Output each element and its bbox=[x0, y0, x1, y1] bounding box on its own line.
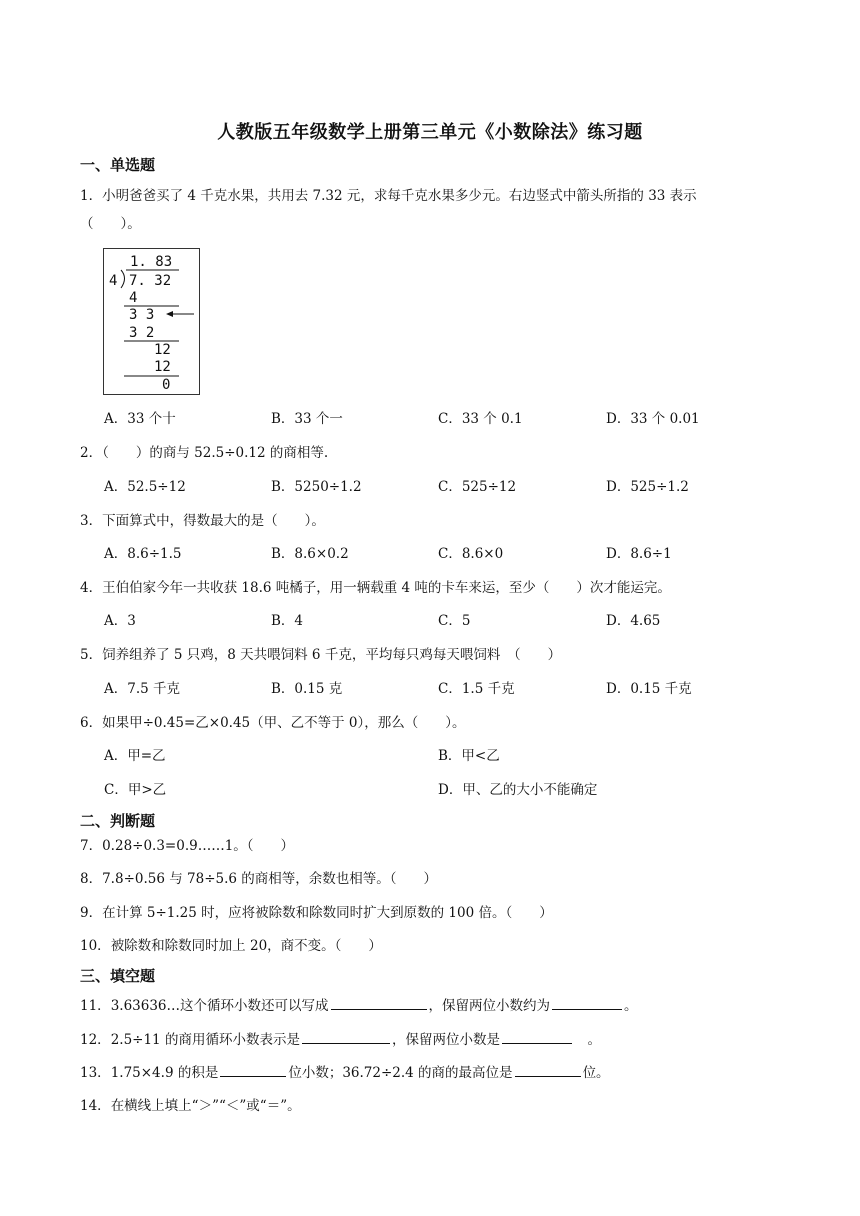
divisor-text: 4 bbox=[109, 273, 118, 289]
quotient-text: 1. 83 bbox=[130, 254, 173, 270]
q4-option-c[interactable]: C．5 bbox=[438, 613, 471, 629]
question-number: 3． bbox=[80, 513, 103, 529]
q5-option-c[interactable]: C．1.5 千克 bbox=[438, 681, 515, 697]
question-5 bbox=[80, 645, 561, 665]
q5-option-a[interactable]: A．7.5 千克 bbox=[104, 681, 181, 697]
answer-blank-2[interactable] bbox=[502, 1029, 572, 1044]
question-text: 小明爸爸买了 4 千克水果，共用去 7.32 元，求每千克水果多少元。右边竖式中箭头所指的 33 表示 bbox=[102, 188, 697, 204]
q1-option-b[interactable]: B．33 个一 bbox=[271, 411, 343, 427]
question-number: 7． bbox=[80, 838, 103, 854]
step-row-5: 12 bbox=[154, 359, 171, 375]
question-text: 7.8÷0.56 与 78÷5.6 的商相等，余数也相等。（ ） bbox=[102, 871, 438, 887]
answer-blank-1[interactable] bbox=[302, 1029, 390, 1044]
division-bracket bbox=[121, 270, 125, 288]
question-text: （ ）的商与 52.5÷0.12 的商相等. bbox=[102, 445, 329, 461]
long-division-figure bbox=[103, 248, 200, 395]
answer-blank-1[interactable] bbox=[220, 1062, 286, 1077]
q6-option-d[interactable]: D．甲、乙的大小不能确定 bbox=[438, 782, 598, 798]
question-text-part-3: 。 bbox=[573, 1032, 601, 1048]
q6-option-c[interactable]: C．甲>乙 bbox=[104, 782, 167, 798]
question-number: 9． bbox=[80, 905, 103, 921]
question-2 bbox=[80, 443, 328, 463]
question-text: 在计算 5÷1.25 时，应将被除数和除数同时扩大到原数的 100 倍。（ ） bbox=[102, 905, 553, 921]
q4-option-d[interactable]: D．4.65 bbox=[606, 613, 661, 629]
q3-option-c[interactable]: C．8.6×0 bbox=[438, 546, 504, 562]
question-13 bbox=[80, 1062, 610, 1083]
q6-option-b[interactable]: B．甲<乙 bbox=[438, 748, 500, 764]
question-number: 12． bbox=[80, 1032, 111, 1048]
question-text-part-1: 1.75×4.9 的积是 bbox=[110, 1065, 219, 1081]
question-1 bbox=[80, 186, 697, 206]
question-text-part-2: ，保留两位小数约为 bbox=[428, 998, 551, 1014]
question-text: 0.28÷0.3=0.9……1。（ ） bbox=[102, 838, 295, 854]
arrow-head-icon bbox=[166, 311, 173, 317]
q1-option-c[interactable]: C．33 个 0.1 bbox=[438, 411, 523, 427]
question-text: 王伯伯家今年一共收获 18.6 吨橘子，用一辆载重 4 吨的卡车来运，至少（ ）次才能运完。 bbox=[102, 580, 671, 596]
q5-option-b[interactable]: B．0.15 克 bbox=[271, 681, 343, 697]
question-9 bbox=[80, 903, 553, 923]
question-number: 4． bbox=[80, 580, 103, 596]
step-row-3: 3 2 bbox=[129, 325, 155, 341]
answer-blank-2[interactable] bbox=[515, 1062, 581, 1077]
question-text: 被除数和除数同时加上 20，商不变。（ ） bbox=[110, 938, 382, 954]
question-number: 2． bbox=[80, 445, 103, 461]
question-10 bbox=[80, 936, 382, 956]
question-text-part-3: 。 bbox=[624, 998, 638, 1014]
q2-option-b[interactable]: B．5250÷1.2 bbox=[271, 479, 362, 495]
section-heading-true-false: 二、判断题 bbox=[80, 812, 156, 830]
question-number: 1． bbox=[80, 188, 103, 204]
step-row-2: 3 3 bbox=[129, 307, 155, 323]
question-7 bbox=[80, 836, 294, 856]
question-number: 10． bbox=[80, 938, 111, 954]
section-heading-single-choice: 一、单选题 bbox=[80, 156, 156, 174]
q5-option-d[interactable]: D．0.15 千克 bbox=[606, 681, 692, 697]
q1-option-a[interactable]: A．33 个十 bbox=[104, 411, 176, 427]
q4-option-b[interactable]: B．4 bbox=[271, 613, 304, 629]
q3-option-d[interactable]: D．8.6÷1 bbox=[606, 546, 672, 562]
step-row-4: 12 bbox=[154, 342, 171, 358]
question-text-part-2: ，保留两位小数是 bbox=[391, 1032, 500, 1048]
answer-blank-1[interactable] bbox=[331, 995, 427, 1010]
question-text: 如果甲÷0.45=乙×0.45（甲、乙不等于 0），那么（ ）。 bbox=[102, 715, 466, 731]
section-heading-fill-blank: 三、填空题 bbox=[80, 967, 156, 985]
question-12 bbox=[80, 1029, 601, 1050]
question-4 bbox=[80, 578, 671, 598]
q3-option-b[interactable]: B．8.6×0.2 bbox=[271, 546, 349, 562]
question-text: 饲养组养了 5 只鸡，8 天共喂饲料 6 千克，平均每只鸡每天喂饲料 （ ） bbox=[102, 647, 562, 663]
question-text-part-1: 3.63636…这个循环小数还可以写成 bbox=[110, 998, 329, 1014]
question-number: 6． bbox=[80, 715, 103, 731]
question-text: 在横线上填上“＞”“＜”或“＝”。 bbox=[110, 1098, 301, 1114]
q6-option-a[interactable]: A．甲=乙 bbox=[104, 748, 166, 764]
question-11 bbox=[80, 995, 638, 1016]
question-number: 8． bbox=[80, 871, 103, 887]
long-division-svg bbox=[104, 249, 201, 396]
question-text-part-3: 位。 bbox=[582, 1065, 610, 1081]
question-number: 13． bbox=[80, 1065, 111, 1081]
dividend-text: 7. 32 bbox=[129, 273, 172, 289]
question-6 bbox=[80, 713, 466, 733]
q3-option-a[interactable]: A．8.6÷1.5 bbox=[104, 546, 182, 562]
question-3 bbox=[80, 511, 325, 531]
question-number: 5． bbox=[80, 647, 103, 663]
q2-option-c[interactable]: C．525÷12 bbox=[438, 479, 517, 495]
question-number: 14． bbox=[80, 1098, 111, 1114]
page-title: 人教版五年级数学上册第三单元《小数除法》练习题 bbox=[217, 122, 643, 143]
question-text-part-2: 位小数；36.72÷2.4 的商的最高位是 bbox=[288, 1065, 513, 1081]
step-row-1: 4 bbox=[129, 290, 138, 306]
step-row-6: 0 bbox=[162, 377, 171, 393]
q4-option-a[interactable]: A．3 bbox=[104, 613, 136, 629]
q1-option-d[interactable]: D．33 个 0.01 bbox=[606, 411, 700, 427]
answer-blank-2[interactable] bbox=[552, 995, 622, 1010]
question-text: 下面算式中，得数最大的是（ ）。 bbox=[102, 513, 325, 529]
question-8 bbox=[80, 869, 437, 889]
question-number: 11． bbox=[80, 998, 111, 1014]
question-1-paren: （ ）。 bbox=[80, 216, 141, 232]
question-14 bbox=[80, 1096, 301, 1116]
question-text-part-1: 2.5÷11 的商用循环小数表示是 bbox=[110, 1032, 300, 1048]
q2-option-d[interactable]: D．525÷1.2 bbox=[606, 479, 689, 495]
q2-option-a[interactable]: A．52.5÷12 bbox=[104, 479, 186, 495]
